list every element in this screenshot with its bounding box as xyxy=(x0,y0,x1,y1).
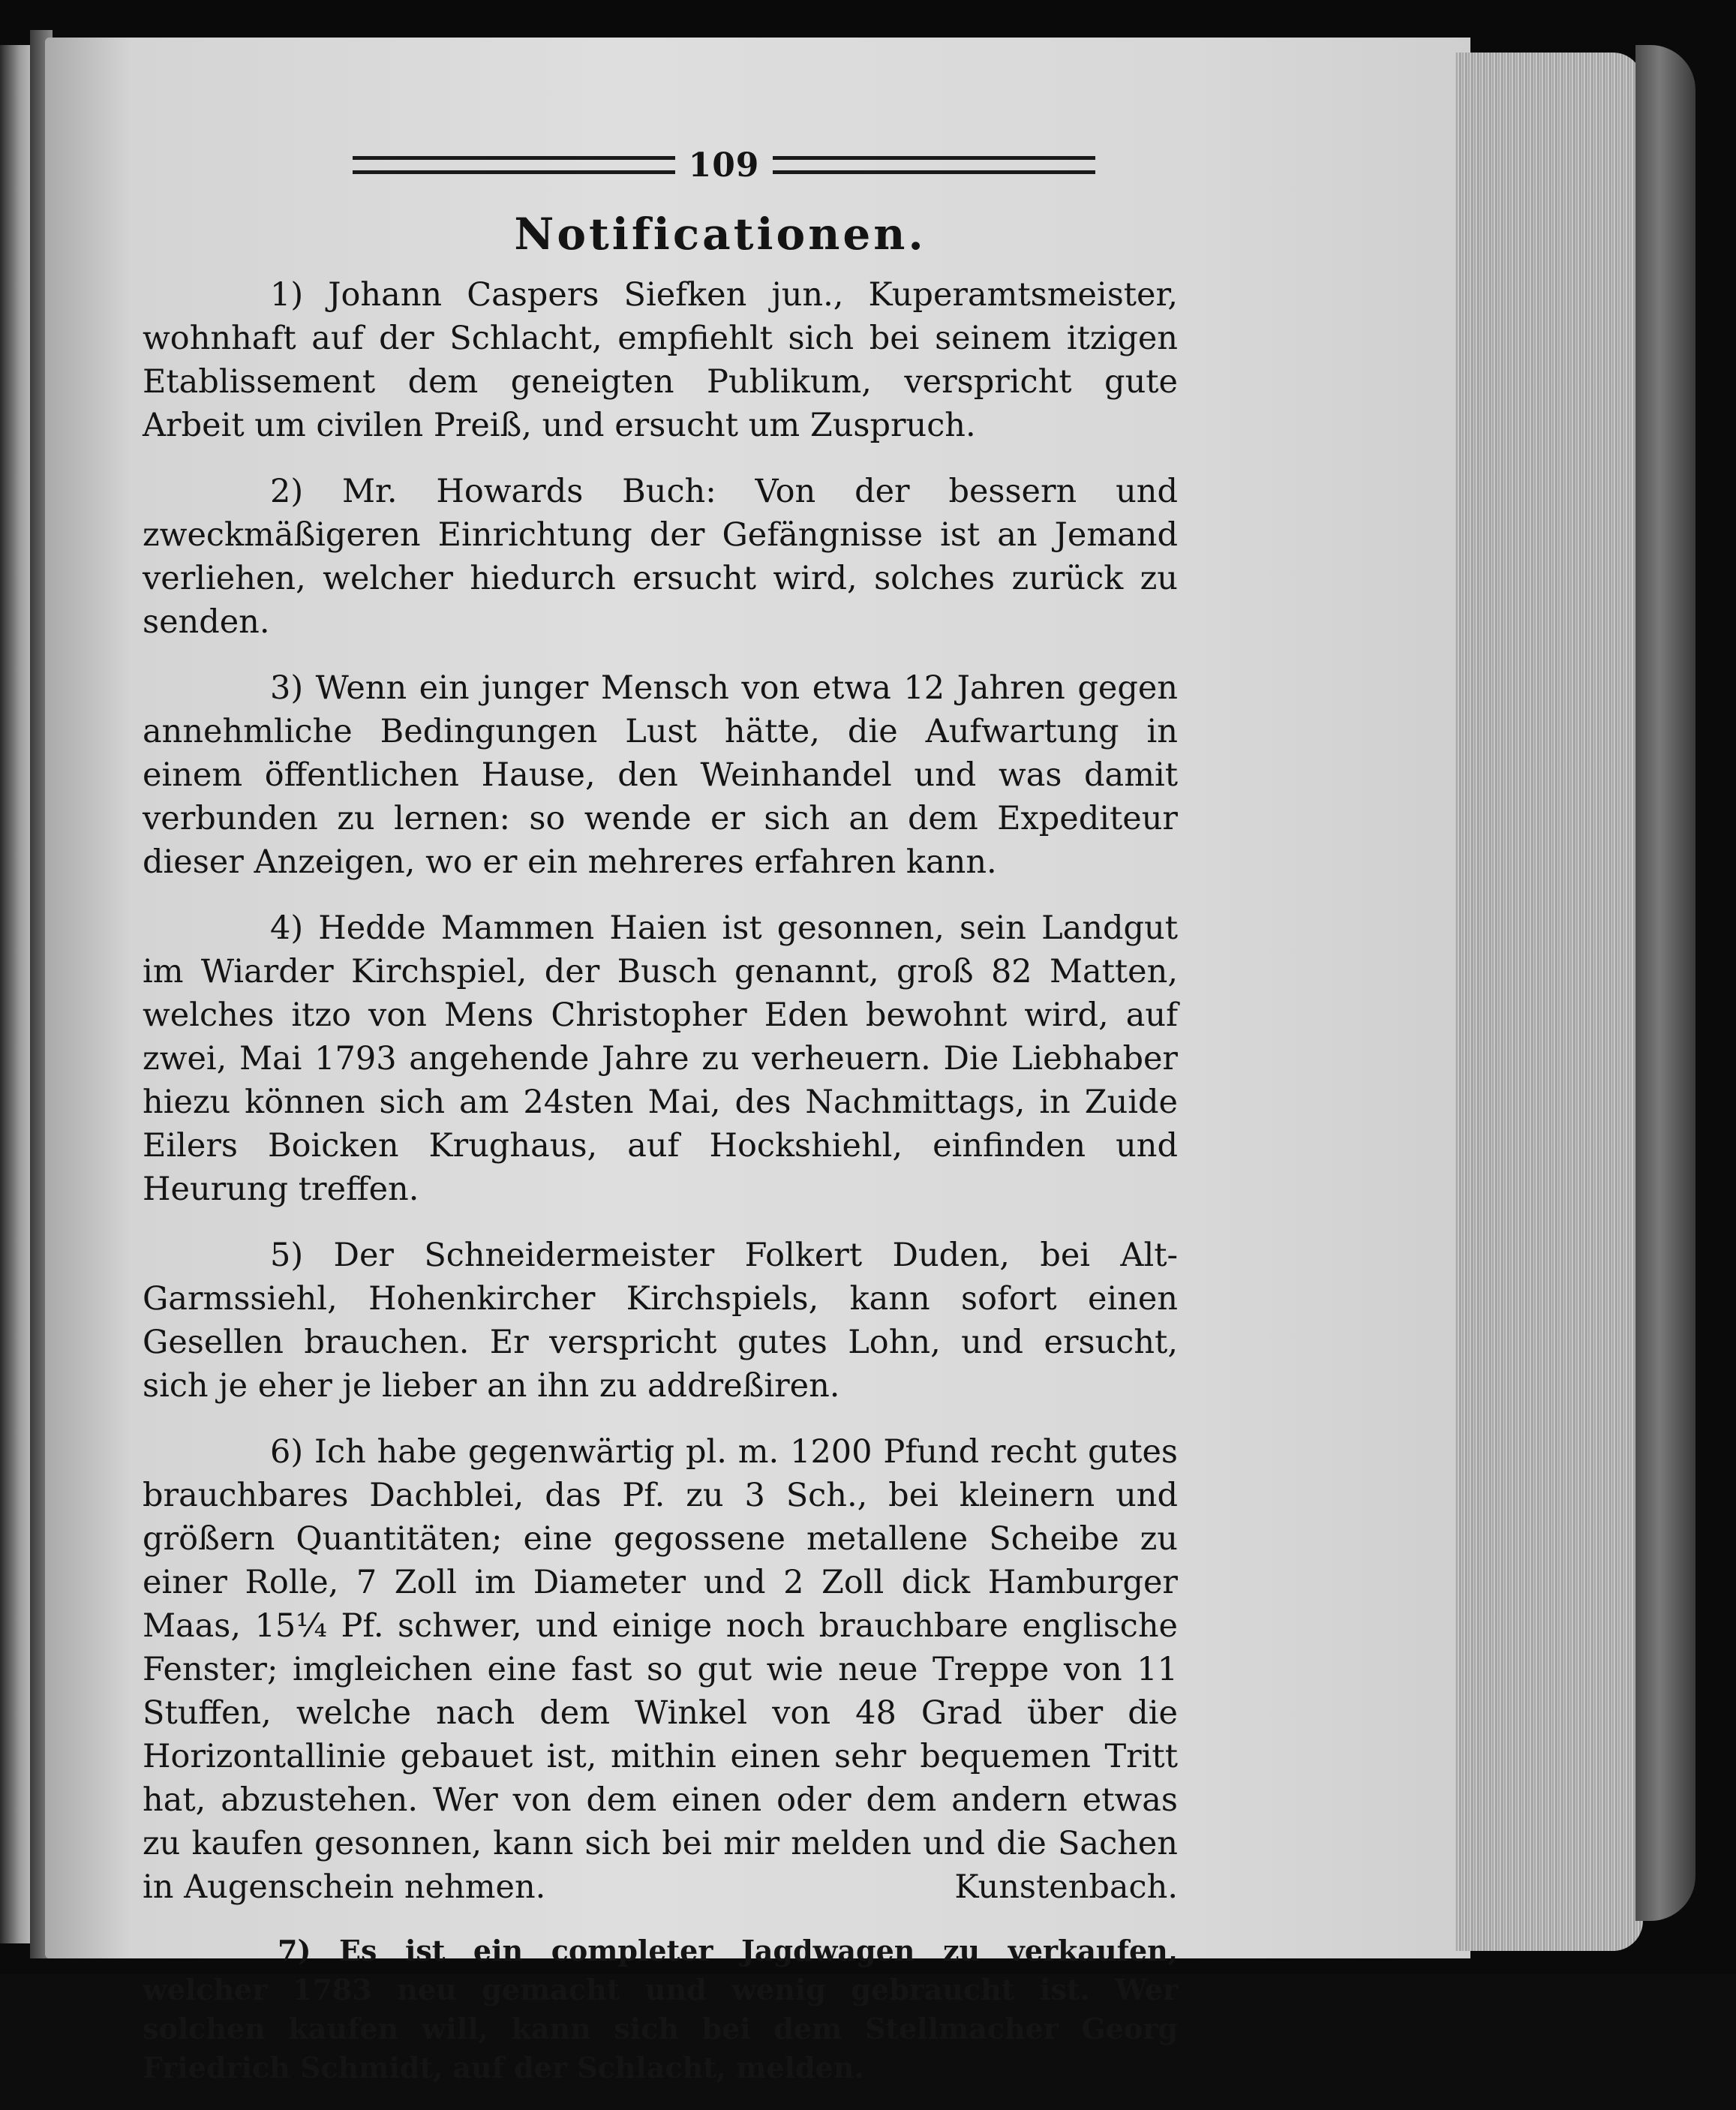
page-text xyxy=(143,143,1178,2110)
notice-1 xyxy=(143,273,1178,447)
notice-text: Ich habe gegenwärtig pl. m. 1200 Pfund recht gutes brauchbares Dachblei, das Pf. zu 3 Sch., bei kleinern und größern Quantitäten; eine gegossene metallene Scheibe zu einer Rolle, 7 Zoll im Diameter und 2 Zoll dick Hamburger Maas, 15¼ Pf. schwer, und einige noch brauchbare englische Fenster; imgleichen eine fast so gut wie neue Treppe von 11 Stuffen, welche nach dem Winkel von 48 Grad über die Horizontallinie gebauet ist, mithin einen sehr bequemen Tritt hat, abzustehen. Wer von dem einen oder dem andern etwas zu kaufen gesonnen, kann sich bei mir melden und die Sachen in Augenschein nehmen. xyxy=(143,1433,1179,1906)
notice-text: Mr. Howards Buch: Von der bessern und zweckmäßigeren Einrichtung der Gefängnisse ist an Jemand verliehen, welcher hiedurch ersucht wird, solches zurück zu senden. xyxy=(143,473,1178,641)
notice-2 xyxy=(143,470,1178,644)
header-rule-left xyxy=(353,156,675,174)
notice-number: 7) xyxy=(278,1934,311,1967)
notice-number: 2) xyxy=(270,473,304,510)
page-stack-edges xyxy=(1455,53,1643,1951)
header-rule-right xyxy=(773,156,1095,174)
notice-5 xyxy=(143,1234,1178,1408)
page-number: 109 xyxy=(688,146,760,185)
notice-signature: Kunstenbach. xyxy=(954,1868,1178,1906)
notice-3 xyxy=(143,666,1178,884)
notice-number: 1) xyxy=(270,276,304,314)
notice-4 xyxy=(143,906,1178,1211)
notice-text: Der Schneidermeister Folkert Duden, bei Alt-Garmssiehl, Hohenkircher Kirchspiels, kann sofort einen Gesellen brauchen. Er verspricht gutes Lohn, und ersucht, sich je eher je lieber an ihn zu addreßiren. xyxy=(143,1237,1179,1405)
notice-text: Hedde Mammen Haien ist gesonnen, sein Landgut im Wiarder Kirchspiel, der Busch genannt, groß 82 Matten, welches itzo von Mens Christopher Eden bewohnt wird, auf zwei, Mai 1793 angehende Jahre zu verheuern. Die Liebhaber hiezu können sich am 24sten Mai, des Nachmittags, in Zuide Eilers Boicken Krughaus, auf Hockshiehl, einfinden und Heurung treffen. xyxy=(143,909,1179,1208)
section-title: Notificationen. xyxy=(514,209,927,260)
book-cover-edge xyxy=(1635,45,1695,1921)
notice-number: 5) xyxy=(270,1237,304,1274)
notice-text: Wenn ein junger Mensch von etwa 12 Jahren gegen annehmliche Bedingungen Lust hätte, die Aufwartung in einem öffentlichen Hause, den Weinhandel und was damit verbunden zu lernen: so wende er sich an dem Expediteur dieser Anzeigen, wo er ein mehreres erfahren kann. xyxy=(143,669,1179,881)
notice-6 xyxy=(143,1430,1178,1909)
notice-number: 3) xyxy=(270,669,304,707)
notice-text: Es ist ein completer Jagdwagen zu verkaufen, welcher 1783 neu gemacht und wenig gebraucht ist. Wer solchen kaufen will, kann sich bei dem Stellmacher Georg Friedrich Schmidt, auf der Schlacht, melden. xyxy=(143,1934,1178,2084)
page-header xyxy=(353,143,1095,188)
notice-7 xyxy=(143,1931,1178,2087)
notice-text: Johann Caspers Siefken jun., Kuperamtsmeister, wohnhaft auf der Schlacht, empfiehlt sich bei seinem itzigen Etablissement dem geneigten Publikum, verspricht gute Arbeit um civilen Preiß, und ersucht um Zuspruch. xyxy=(143,276,1178,444)
notice-number: 4) xyxy=(270,909,304,947)
notice-number: 6) xyxy=(270,1433,304,1471)
